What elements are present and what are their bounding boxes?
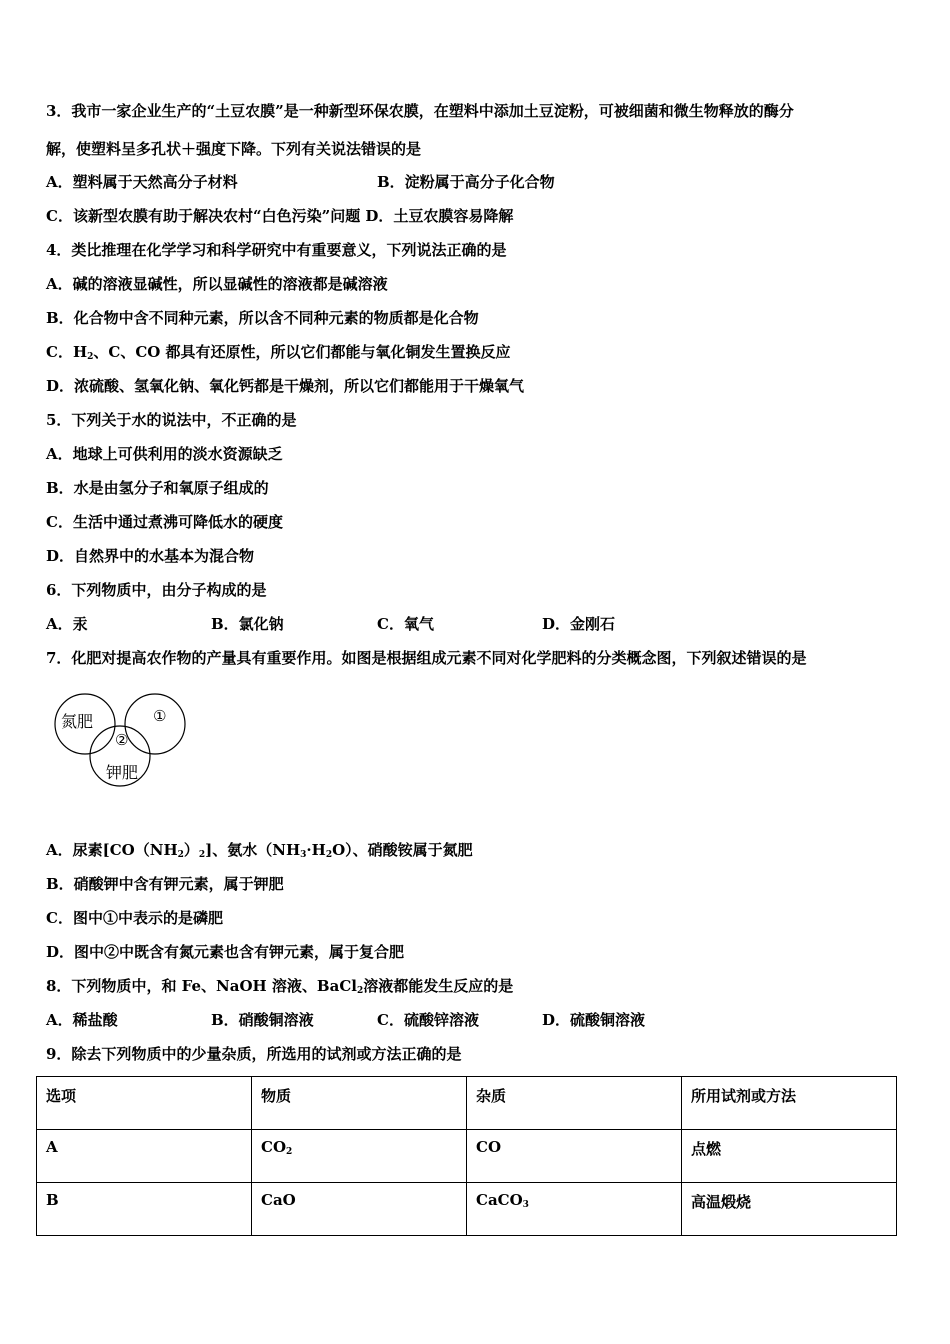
q8-option-a[interactable]: A．稀盐酸 [46,1011,118,1029]
row-a-option: A [37,1130,252,1183]
row-b-method: 高温煅烧 [682,1183,897,1236]
q7-option-b[interactable]: B．硝酸钾中含有钾元素，属于钾肥 [46,875,284,893]
q4-stem: 4．类比推理在化学学习和科学研究中有重要意义，下列说法正确的是 [46,241,507,259]
nitrogen-label: 氮肥 [61,712,94,731]
q4-option-d[interactable]: D．浓硫酸、氢氧化钠、氧化钙都是干燥剂，所以它们都能用于干燥氧气 [46,377,525,395]
region-1-mark: ① [153,707,167,725]
q3-options-row2[interactable]: C．该新型农膜有助于解决农村“白色污染”问题 D．土豆农膜容易降解 [46,207,514,225]
q8-option-c[interactable]: C．硫酸锌溶液 [377,1011,479,1029]
table-row[interactable] [37,1183,897,1236]
q4-option-c-post: 、C、CO 都具有还原性，所以它们都能与氧化铜发生置换反应 [93,343,511,361]
q7-option-a-sub3: 3 [300,850,307,860]
row-b-option: B [37,1183,252,1236]
q7-stem: 7．化肥对提高农作物的产量具有重要作用。如图是根据组成元素不同对化学肥料的分类概念图，下列叙述错误的是 [46,649,807,667]
q6-option-a[interactable]: A．汞 [46,615,88,633]
q7-option-a-sub2: 2 [198,850,206,860]
q8-stem-post: 溶液都能发生反应的是 [363,977,514,995]
row-a-substance [252,1130,467,1183]
q4-option-b[interactable]: B．化合物中含不同种元素，所以含不同种元素的物质都是化合物 [46,309,479,327]
q3-stem-line2: 解，使塑料呈多孔状＋强度下降。下列有关说法错误的是 [46,140,422,158]
q7-option-d[interactable]: D．图中②中既含有氮元素也含有钾元素，属于复合肥 [46,943,405,961]
q7-option-a-part2: ） [183,841,199,859]
q8-option-d[interactable]: D．硫酸铜溶液 [542,1011,646,1029]
row-a-substance-sub: 2 [286,1147,293,1157]
table-header-row [37,1077,897,1130]
q6-option-b[interactable]: B．氯化钠 [211,615,284,633]
header-option: 选项 [37,1077,252,1130]
row-a-impurity: CO [467,1130,682,1183]
q8-stem-pre: 8．下列物质中，和 Fe、NaOH 溶液、BaCl [46,977,357,995]
q7-option-a-part3: ]、氨水（NH [205,841,301,859]
q7-option-a-part4: ·H [306,841,326,859]
q4-option-c[interactable] [46,342,511,362]
header-method: 所用试剂或方法 [682,1077,897,1130]
q8-stem-sub: 2 [356,986,364,996]
q3-option-a[interactable]: A．塑料属于天然高分子材料 [46,173,238,191]
q6-stem: 6．下列物质中，由分子构成的是 [46,581,267,599]
q6-option-c[interactable]: C．氧气 [377,615,434,633]
q3-stem-line1: 3．我市一家企业生产的“土豆农膜”是一种新型环保农膜，在塑料中添加土豆淀粉，可被细菌和微生物释放的酶分 [46,102,794,120]
q8-option-b[interactable]: B．硝酸铜溶液 [211,1011,314,1029]
q5-stem: 5．下列关于水的说法中，不正确的是 [46,411,297,429]
region-2-mark: ② [115,731,129,749]
q7-option-a-part5: O）、硝酸铵属于氮肥 [332,841,473,859]
q7-option-c[interactable]: C．图中①中表示的是磷肥 [46,909,223,927]
q7-option-a-sub4: 2 [325,850,333,860]
row-a-substance-pre: CO [261,1138,287,1156]
table-row[interactable] [37,1130,897,1183]
fertilizer-venn-diagram [52,690,192,790]
q5-option-b[interactable]: B．水是由氢分子和氧原子组成的 [46,479,269,497]
q4-option-a[interactable]: A．碱的溶液显碱性，所以显碱性的溶液都是碱溶液 [46,275,388,293]
q4-option-c-pre: C．H [46,343,88,361]
q6-option-d[interactable]: D．金刚石 [542,615,616,633]
q5-option-d[interactable]: D．自然界中的水基本为混合物 [46,547,255,565]
potassium-label: 钾肥 [106,763,139,782]
header-impurity: 杂质 [467,1077,682,1130]
q4-option-c-sub: 2 [87,352,94,362]
q8-stem [46,976,513,996]
q9-options-table [36,1076,897,1236]
q7-option-a-part1: A．尿素[CO（NH [46,841,178,859]
q7-option-a[interactable] [46,840,473,860]
q9-stem: 9．除去下列物质中的少量杂质，所选用的试剂或方法正确的是 [46,1045,462,1063]
row-b-substance: CaO [252,1183,467,1236]
q5-option-c[interactable]: C．生活中通过煮沸可降低水的硬度 [46,513,283,531]
q7-option-a-sub1: 2 [177,850,184,860]
row-b-impurity-pre: CaCO [476,1191,523,1209]
row-a-method: 点燃 [682,1130,897,1183]
q5-option-a[interactable]: A．地球上可供利用的淡水资源缺乏 [46,445,283,463]
row-b-impurity-sub: 3 [522,1200,529,1210]
header-substance: 物质 [252,1077,467,1130]
q3-option-b[interactable]: B．淀粉属于高分子化合物 [377,173,555,191]
row-b-impurity [467,1183,682,1236]
